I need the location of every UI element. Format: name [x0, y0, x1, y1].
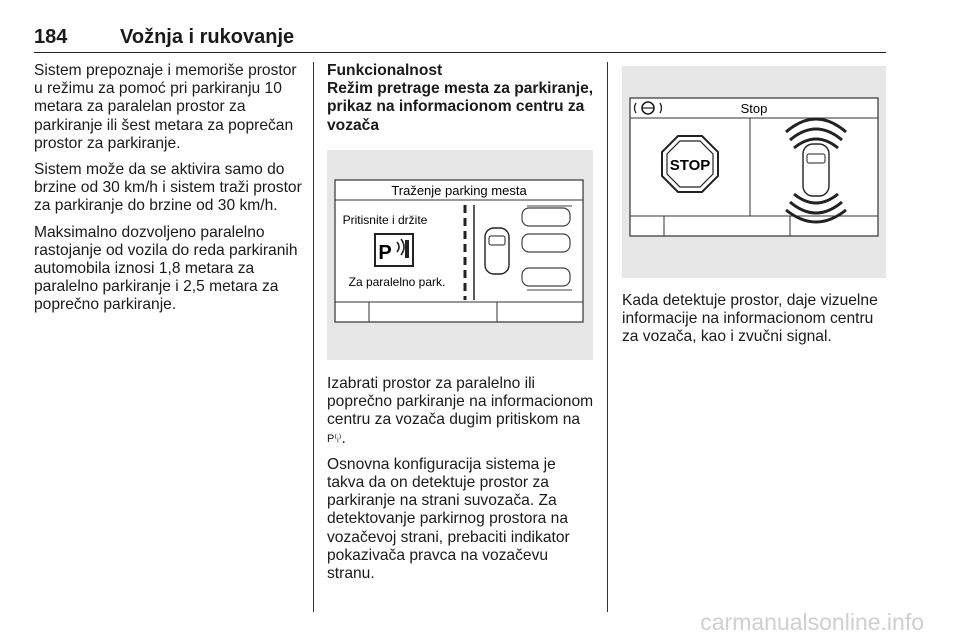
- parallel-park-label: Za paralelno park.: [348, 275, 446, 289]
- stop-screen-illustration: [622, 66, 886, 278]
- parking-search-figure: [327, 150, 593, 360]
- column-3-text: [622, 292, 890, 355]
- paragraph-text: .: [341, 429, 346, 447]
- park-assist-button-icon: [375, 234, 413, 266]
- stop-figure: [622, 66, 886, 278]
- watermark: carmanualsonline.info: [700, 609, 924, 635]
- paragraph: [327, 375, 595, 448]
- stop-sign-icon: [662, 136, 718, 192]
- screen-title: Traženje parking mesta: [391, 183, 527, 198]
- column-1: [34, 62, 302, 323]
- paragraph: Sistem prepoznaje i memoriše prostor u režimu za pomoć pri parkiranju 10 metara za paralelan prostor za parkiranje ili šest metara za poprečan prostor za parkiranje.: [34, 62, 297, 152]
- paragraph-text: Izabrati prostor za paralelno ili poprečno parkiranje na informacionom centru za vozača dugim pritiskom na: [327, 375, 594, 429]
- page-number: 184: [34, 26, 68, 48]
- screen-title: Stop: [740, 101, 768, 116]
- paragraph: Maksimalno dozvoljeno paralelno rastojanje od vozila do reda parkiranih automobila iznosi 1,8 metara za paralelno parkiranje i 2,5 metara za poprečno parkiranje.: [34, 223, 298, 314]
- paragraph: Kada detektuje prostor, daje vizuelne informacije na informacionom centru za vozača, kao i zvučni signal.: [622, 292, 878, 346]
- paragraph: Osnovna konfiguracija sistema je takva da on detektuje prostor za parkiranje na strani suvozača. Za detektovanje parkirnog prostora na vozačevoj strani, prebaciti indikator pokazivača pravca na vozačevu stranu.: [327, 455, 570, 583]
- section-title: Vožnja i rukovanje: [120, 26, 295, 48]
- column-divider: [313, 62, 314, 612]
- page-header: [34, 22, 886, 53]
- column-2: [327, 62, 595, 135]
- subheading: Režim pretrage mesta za parkiranje, prikaz na informacionom centru za vozača: [327, 80, 594, 134]
- press-hold-label: Pritisnite i držite: [342, 213, 428, 227]
- heading: Funkcionalnost: [327, 62, 443, 79]
- stop-sign-text: STOP: [669, 157, 711, 174]
- paragraph: Sistem može da se aktivira samo do brzine od 30 km/h i sistem traži prostor za parkiranje do brzine od 30 km/h.: [34, 161, 302, 215]
- parking-search-screen-illustration: [327, 150, 593, 360]
- column-2-lower: [327, 375, 595, 591]
- park-assist-button-inline-icon: P⁽ᵢ⁾: [327, 432, 342, 445]
- park-assist-button-label: P: [378, 242, 392, 264]
- column-divider: [607, 62, 608, 612]
